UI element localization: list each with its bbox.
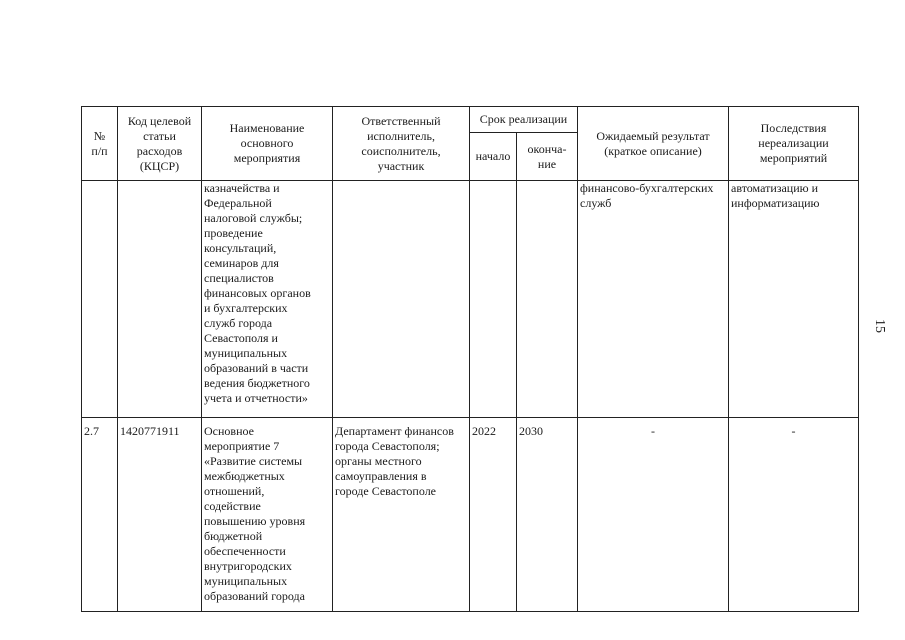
row-kcsr (118, 181, 202, 418)
header-consequences: Последствия нереализации мероприятий (729, 107, 859, 181)
header-start: начало (470, 133, 517, 181)
row-consequences: автоматизацию и информатизацию (729, 181, 859, 418)
row-num: 2.7 (82, 418, 118, 612)
table-row (82, 418, 859, 612)
header-end: оконча- ние (517, 133, 578, 181)
header-period: Срок реализации (470, 107, 578, 133)
row-responsible (333, 181, 470, 418)
row-end (517, 181, 578, 418)
row-kcsr: 1420771911 (118, 418, 202, 612)
row-name: Основное мероприятие 7 «Развитие системы межбюджетных отношений, содействие повышению уровня бюджетной обеспеченности внутригородских муниципальных образований города (202, 418, 333, 612)
row-end: 2030 (517, 418, 578, 612)
row-result: финансово-бухгалтерских служб (578, 181, 729, 418)
header-responsible: Ответственный исполнитель, соисполнитель, участник (333, 107, 470, 181)
row-consequences: - (729, 418, 859, 612)
row-start: 2022 (470, 418, 517, 612)
measures-table (81, 106, 859, 612)
row-start (470, 181, 517, 418)
header-result: Ожидаемый результат (краткое описание) (578, 107, 729, 181)
row-responsible: Департамент финансов города Севастополя; органы местного самоуправления в городе Севастополе (333, 418, 470, 612)
row-result: - (578, 418, 729, 612)
row-num (82, 181, 118, 418)
row-name: казначейства и Федеральной налоговой службы; проведение консультаций, семинаров для специалистов финансовых органов и бухгалтерских служб города Севастополя и муниципальных образований в части ведения бюджетного учета и отчетности» (202, 181, 333, 418)
table-row (82, 181, 859, 418)
header-kcsr: Код целевой статьи расходов (КЦСР) (118, 107, 202, 181)
header-num: № п/п (82, 107, 118, 181)
page-number: 15 (872, 319, 887, 333)
header-row-1 (82, 107, 859, 133)
header-name: Наименование основного мероприятия (202, 107, 333, 181)
